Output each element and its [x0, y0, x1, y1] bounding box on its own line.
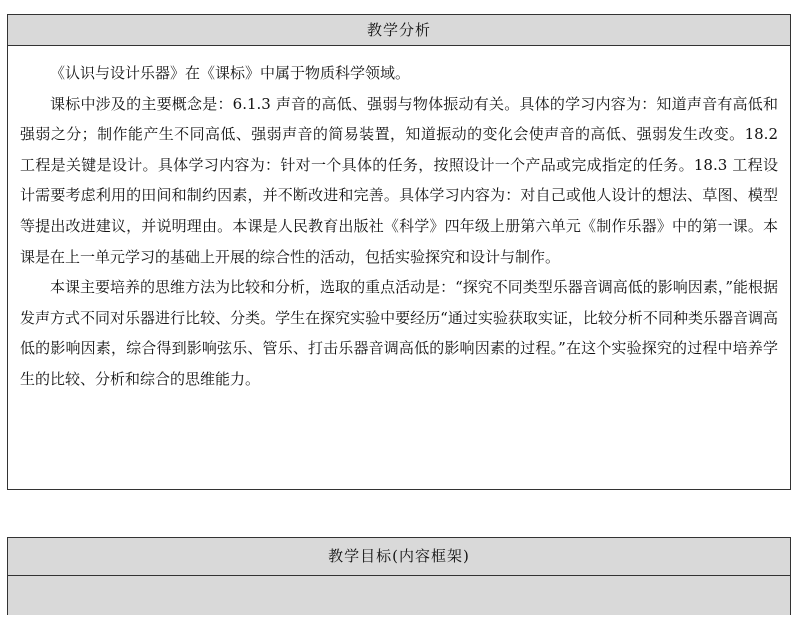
teaching-analysis-header: 教学分析: [8, 15, 790, 46]
teaching-analysis-table: [7, 14, 791, 490]
analysis-paragraph-3: 本课主要培养的思维方法为比较和分析，选取的重点活动是：“探究不同类型乐器音调高低的影响因素，”能根据发声方式不同对乐器进行比较、分类。学生在探究实验中要经历“通过实验获取实证，比较分析不同种类乐器音调高低的影响因素，综合得到影响弦乐、管乐、打击乐器音调高低的影响因素的过程。”在这个实验探究的过程中培养学生的比较、分析和综合的思维能力。: [20, 278, 778, 388]
analysis-paragraph-1: 《认识与设计乐器》在《课标》中属于物质科学领域。: [50, 64, 411, 82]
teaching-analysis-content: [8, 46, 790, 395]
teaching-goals-header: 教学目标(内容框架): [8, 538, 790, 576]
analysis-paragraph-2: 课标中涉及的主要概念是：6.1.3 声音的高低、强弱与物体振动有关。具体的学习内容为：知道声音有高低和强弱之分；制作能产生不同高低、强弱声音的简易装置，知道振动的变化会使声音的高低、强弱发生改变。18.2 工程是关键是设计。具体学习内容为：针对一个具体的任务，按照设计一个产品或完成指定的任务。18.3 工程设计需要考虑利用的田间和制约因素，并不断改进和完善。具体学习内容为：对自己或他人设计的想法、草图、模型等提出改进建议，并说明理由。本课是人民教育出版社《科学》四年级上册第六单元《制作乐器》中的第一课。本课是在上一单元学习的基础上开展的综合性的活动，包括实验探究和设计与制作。: [20, 94, 778, 266]
teaching-goals-empty-row: [8, 576, 790, 615]
teaching-goals-table: [7, 537, 791, 615]
